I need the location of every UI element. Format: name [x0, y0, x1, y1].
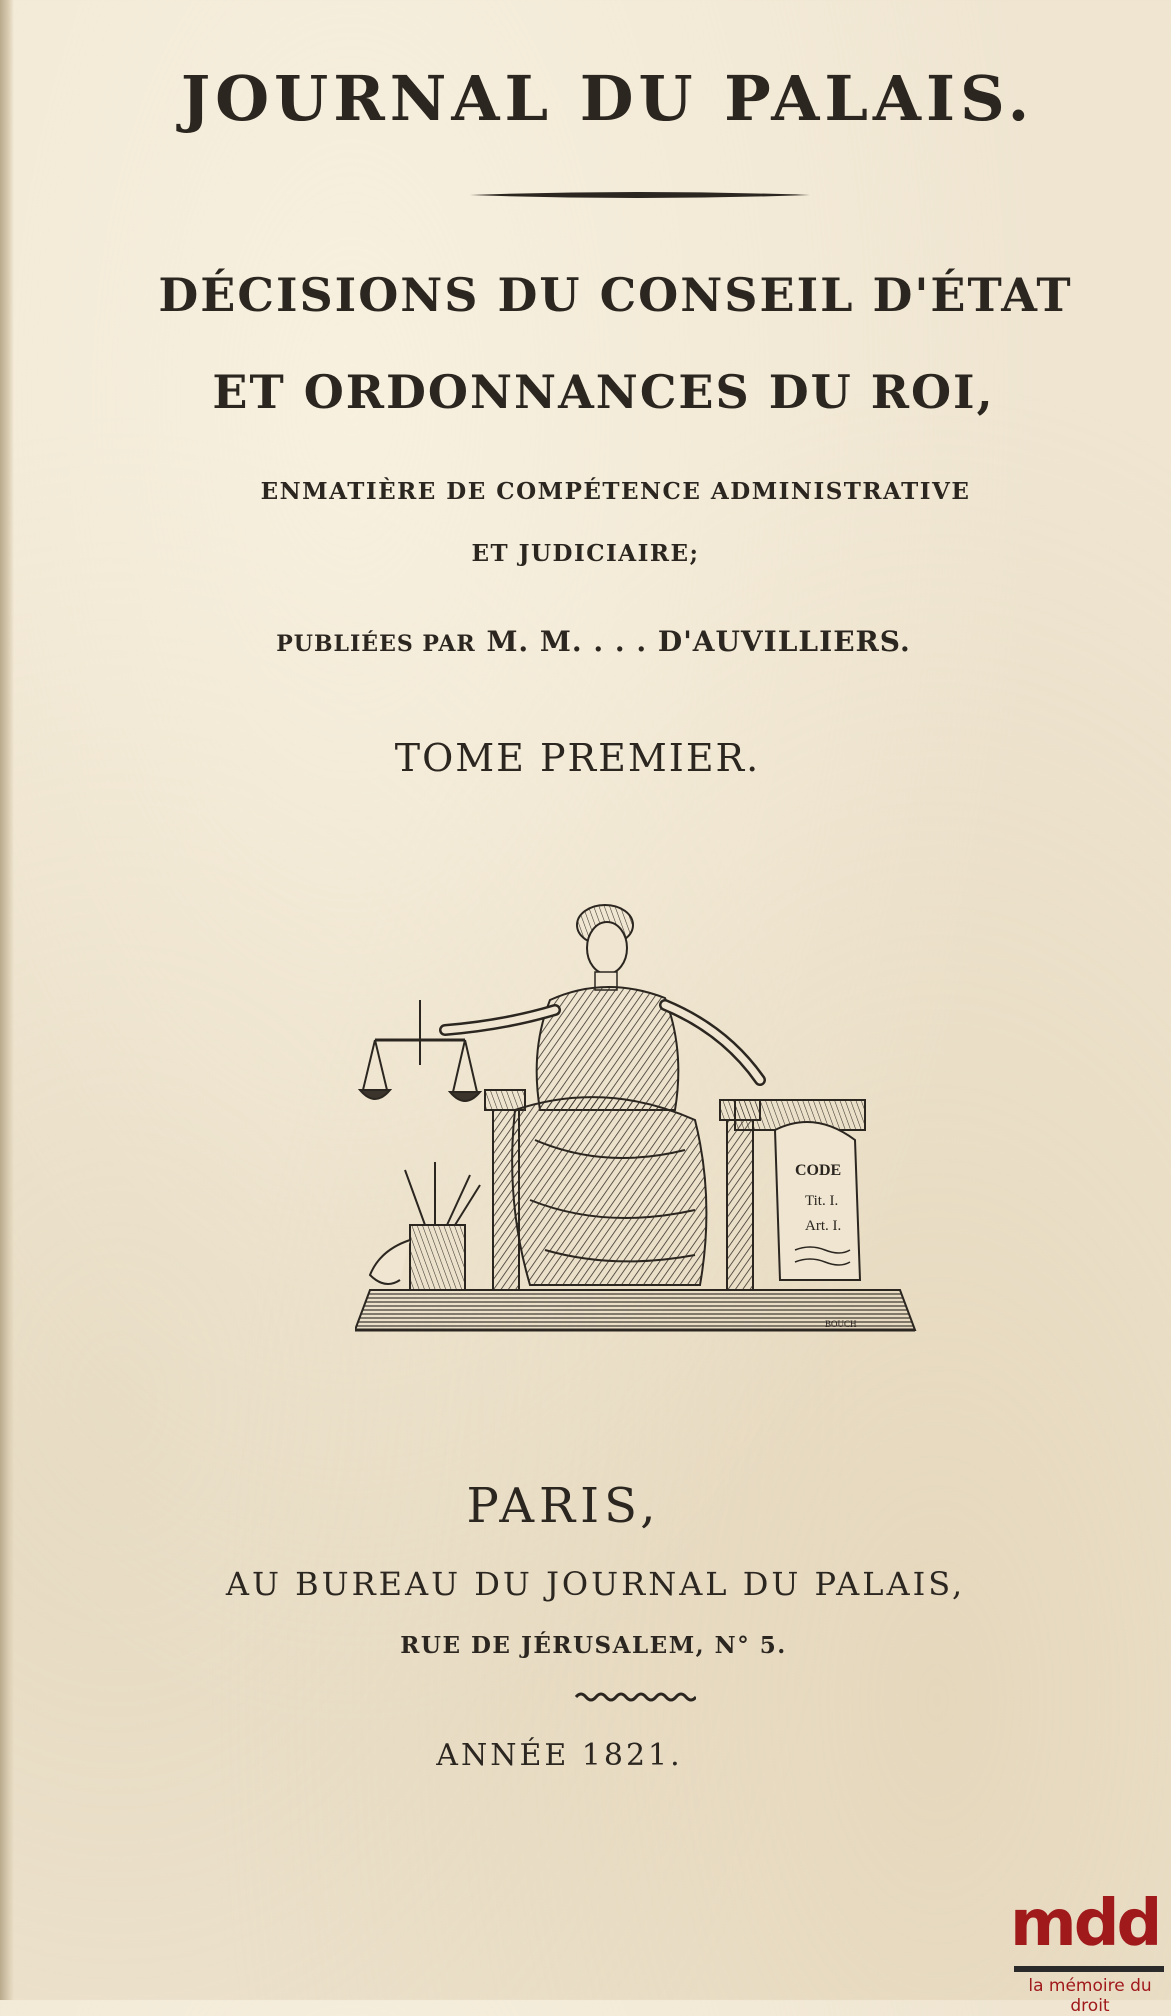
imprint-publisher: AU BUREAU DU JOURNAL DU PALAIS,	[225, 1565, 966, 1603]
title-rule	[470, 190, 810, 200]
plinth	[355, 1290, 915, 1330]
lady-justice-engraving-icon	[355, 880, 925, 1380]
journal-title: JOURNAL DU PALAIS.	[180, 62, 1035, 135]
imprint-address: RUE DE JÉRUSALEM, N° 5.	[400, 1632, 787, 1659]
scales	[360, 1000, 480, 1101]
matiere-line-1: ENMATIÈRE DE COMPÉTENCE ADMINISTRATIVE	[260, 478, 971, 505]
tablet-line-article: Art. I.	[805, 1218, 842, 1234]
matiere-line-2: ET JUDICIAIRE;	[471, 540, 700, 567]
imprint-city: PARIS,	[466, 1478, 661, 1534]
engraver-signature: BOUCH	[825, 1319, 857, 1329]
volume-label: TOME PREMIER.	[394, 736, 761, 780]
mdd-logo-bar	[1014, 1966, 1164, 1972]
mdd-logo-mark: mdd	[1010, 1887, 1160, 1961]
ornament-divider-icon	[574, 1690, 696, 1704]
mdd-watermark-logo	[1010, 1887, 1170, 2016]
pen-pot	[370, 1162, 480, 1290]
publication-author: M. M. . . . D'AUVILLIERS.	[486, 625, 911, 658]
code-tablet	[775, 1122, 860, 1280]
publication-line	[8, 625, 1171, 658]
publication-label: PUBLIÉES PAR	[276, 631, 476, 657]
tablet-line-code: CODE	[795, 1162, 842, 1179]
book-spine-edge	[0, 0, 14, 2000]
subtitle-line-1: DÉCISIONS DU CONSEIL D'ÉTAT	[158, 268, 1073, 322]
imprint-year: ANNÉE 1821.	[436, 1738, 683, 1773]
mdd-logo-caption: la mémoire du droit	[1028, 1976, 1152, 2016]
subtitle-line-2: ET ORDONNANCES DU ROI,	[212, 365, 995, 419]
tablet-line-title: Tit. I.	[805, 1193, 839, 1209]
